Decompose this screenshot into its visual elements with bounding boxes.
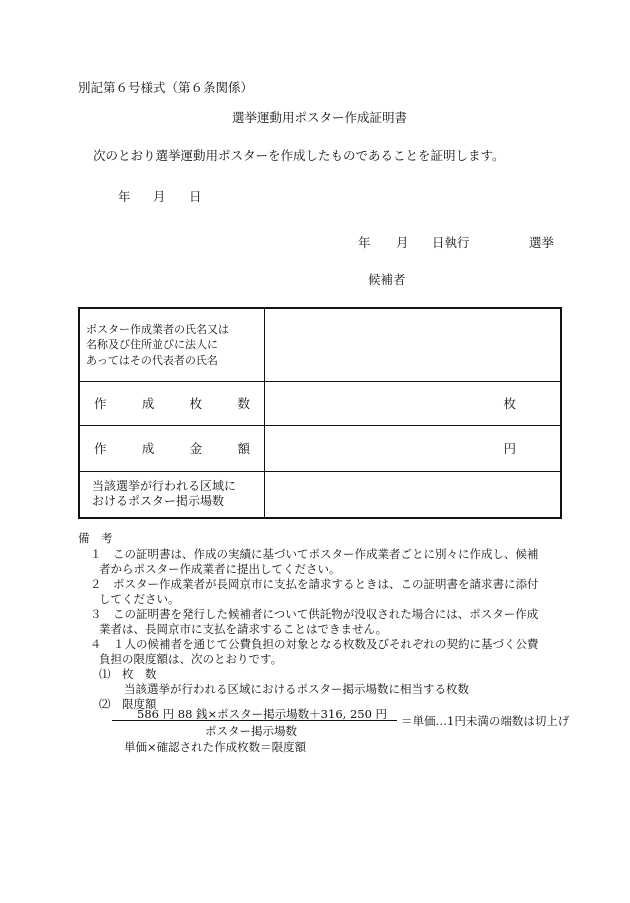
election-name-label: 選挙 — [529, 235, 555, 250]
maker-label-line-1: ポスター作成業者の氏名又は — [86, 322, 229, 336]
quantity-char-4: 数 — [237, 396, 250, 411]
date-year-label: 年 — [118, 189, 131, 204]
amount-field[interactable] — [265, 425, 562, 471]
note-2-line-1: ２ ポスター作成業者が長岡京市に支払を請求するときは、この証明書を請求書に添付 — [90, 577, 539, 591]
formula-numerator: 586 円 88 銭×ポスター掲示場数＋316, 250 円 — [137, 707, 388, 721]
maker-name-field[interactable] — [265, 308, 562, 381]
maker-name-label — [79, 308, 265, 381]
note-3-line-2: 業者は、長岡京市に支払を請求することはできません。 — [99, 622, 388, 636]
quantity-char-2: 成 — [141, 396, 155, 411]
quantity-char-1: 作 — [94, 396, 107, 411]
form-id: 別記第６号様式（第６条関係） — [78, 80, 254, 95]
note-1-line-1: １ この証明書は、作成の実績に基づいてポスター作成業者ごとに別々に作成し、候補 — [90, 547, 539, 561]
election-month-label: 月 — [396, 235, 409, 250]
item-1-text: 当該選挙が行われる区域におけるポスター掲示場数に相当する枚数 — [124, 682, 469, 696]
quantity-char-3: 枚 — [189, 396, 203, 411]
posting-sites-label — [79, 471, 265, 518]
date-day-label: 日 — [189, 189, 202, 204]
table-row-maker — [79, 308, 561, 381]
certification-statement: 次のとおり選挙運動用ポスターを作成したものであることを証明します。 — [93, 148, 505, 163]
candidate-label: 候補者 — [368, 272, 406, 287]
table-row-amount — [79, 425, 561, 471]
maker-label-line-2: 名称及び住所並びに法人に — [86, 338, 218, 351]
item-1-label: ⑴ 枚 数 — [99, 667, 157, 681]
election-year-label: 年 — [358, 235, 371, 250]
maker-label-line-3: あってはその代表者の氏名 — [86, 353, 218, 367]
note-1-line-2: 者からポスター作成業者に提出してください。 — [99, 562, 341, 576]
note-3-line-1: ３ この証明書を発行した候補者について供託物が没収された場合には、ポスター作成 — [90, 607, 539, 621]
posting-label-line-1: 当該選挙が行われる区域に — [92, 479, 237, 494]
election-executed-label: 日執行 — [432, 235, 470, 250]
notes-heading: 備 考 — [78, 531, 113, 545]
document-title: 選挙運動用ポスター作成証明書 — [232, 110, 408, 125]
note-4-line-1: ４ １人の候補者を通じて公費負担の対象となる枚数及びそれぞれの契約に基づく公費 — [90, 637, 539, 651]
note-2-line-2: してください。 — [99, 592, 180, 606]
amount-char-4: 額 — [237, 441, 250, 456]
formula-denominator: ポスター掲示場数 — [205, 724, 297, 738]
certificate-table — [78, 307, 562, 519]
quantity-label — [79, 381, 265, 425]
note-4-line-2: 負担の限度額は、次のとおりです。 — [99, 652, 283, 666]
amount-unit: 円 — [503, 441, 516, 456]
item-2-label: ⑵ 限度額 — [99, 697, 157, 711]
amount-label — [79, 425, 265, 471]
date-month-label: 月 — [153, 189, 166, 204]
amount-char-1: 作 — [94, 441, 107, 456]
quantity-unit: 枚 — [503, 396, 516, 411]
quantity-field[interactable] — [265, 381, 562, 425]
fraction-line — [112, 720, 397, 721]
formula-final: 単価×確認された作成枚数＝限度額 — [124, 740, 307, 754]
table-row-quantity — [79, 381, 561, 425]
posting-sites-field[interactable] — [265, 471, 562, 518]
table-row-posting-sites — [79, 471, 561, 518]
posting-label-line-2: おけるポスター掲示場数 — [92, 494, 225, 509]
amount-char-3: 金 — [189, 441, 203, 456]
amount-char-2: 成 — [141, 441, 155, 456]
formula-result: ＝単価…1円未満の端数は切上げ — [401, 714, 570, 728]
